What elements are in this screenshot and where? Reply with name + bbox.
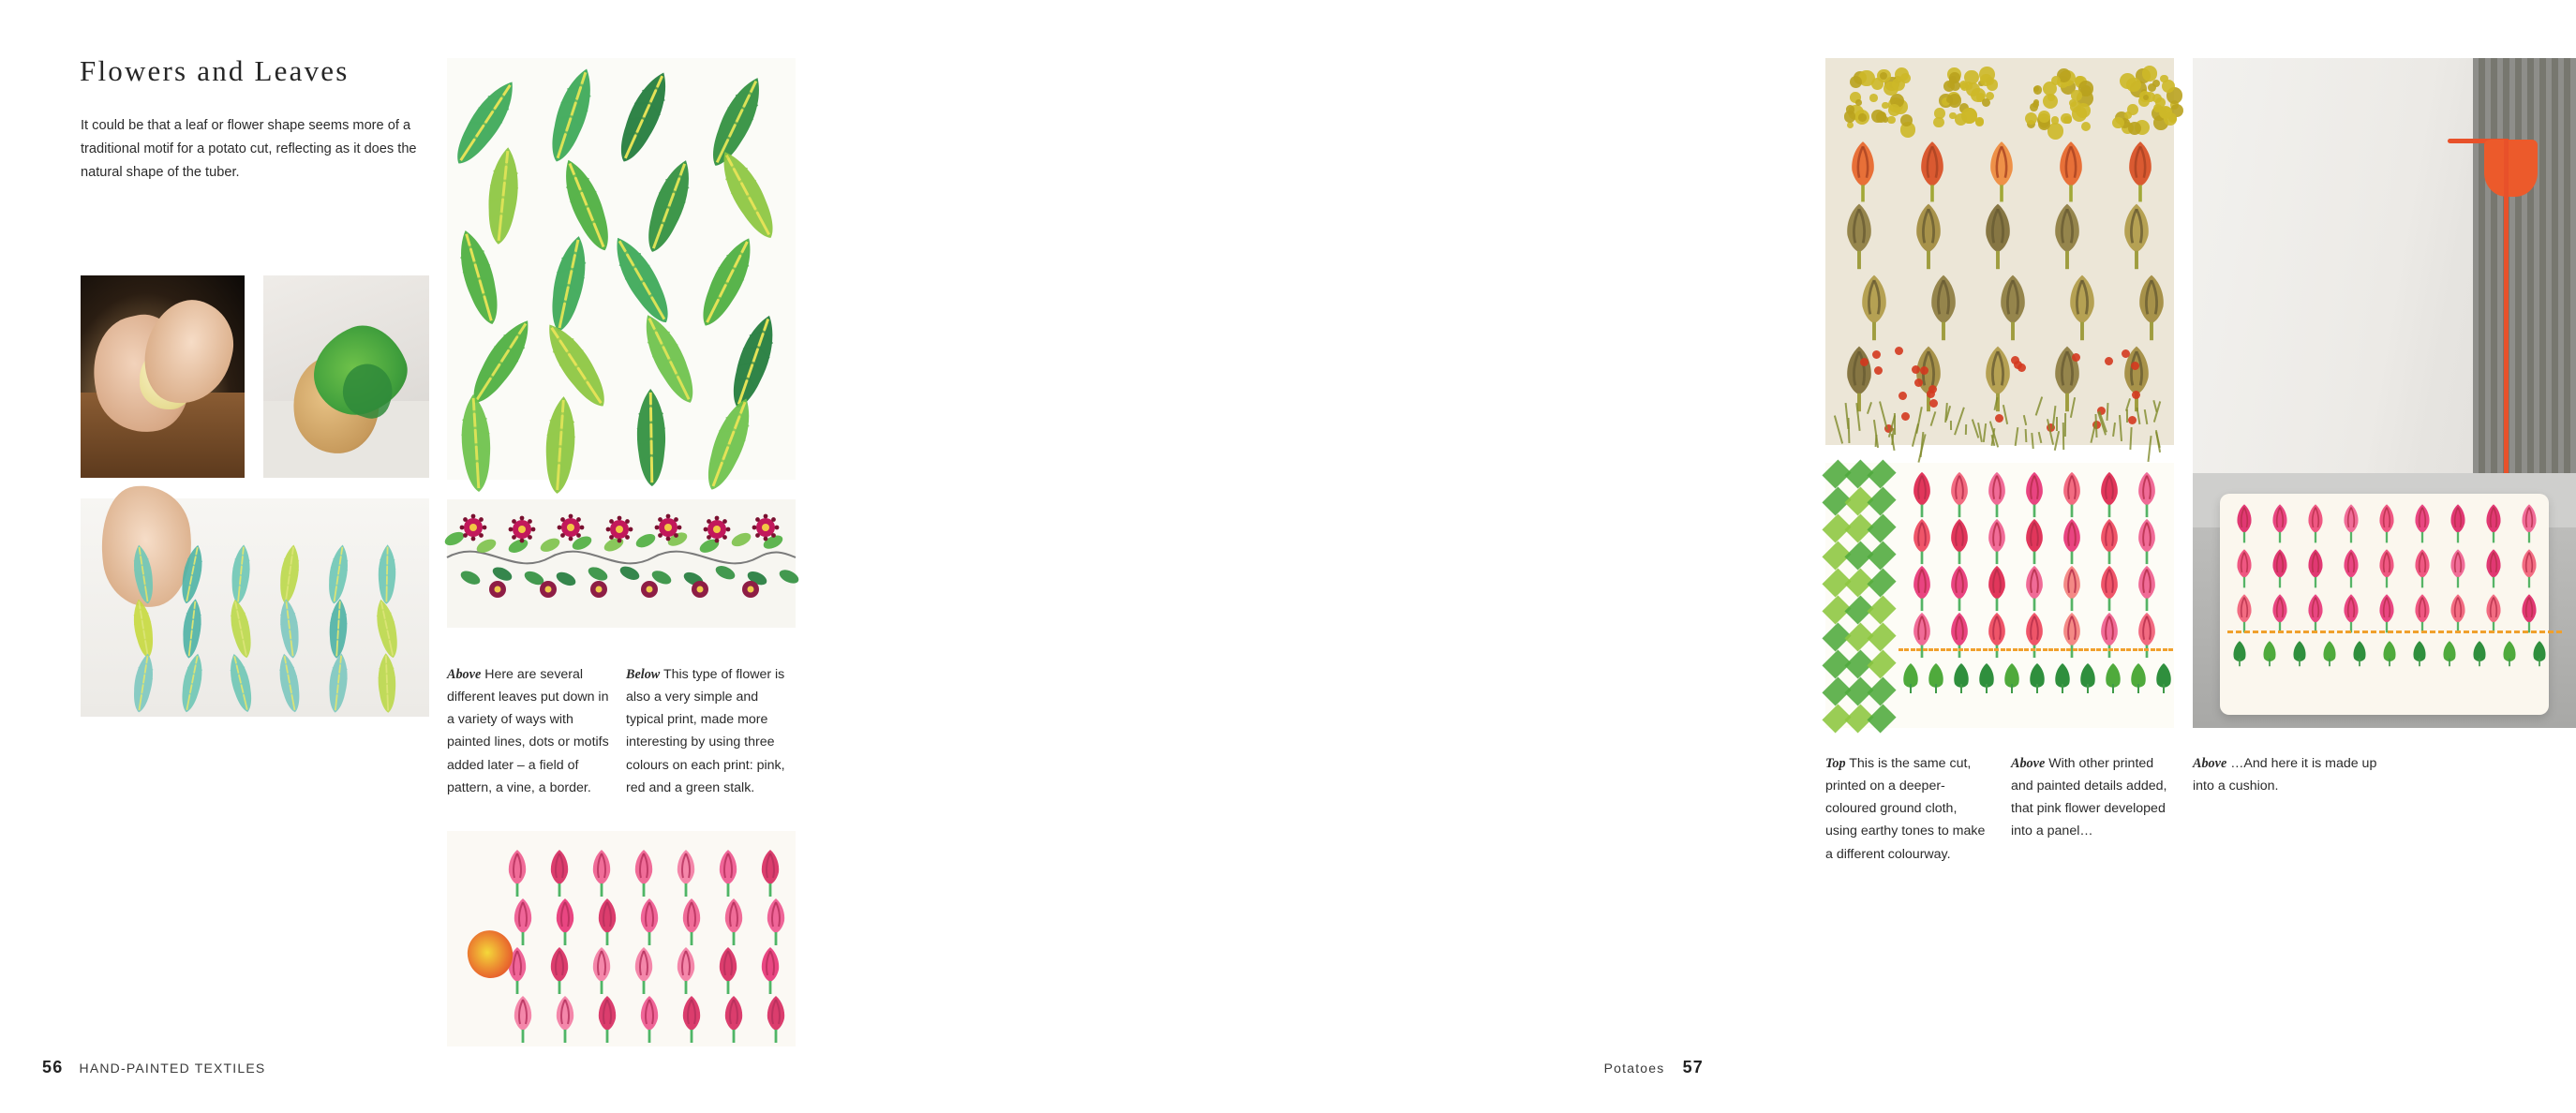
leaf-motif — [178, 652, 206, 719]
leaf-motif — [227, 652, 255, 719]
caption-above-leaves — [447, 663, 612, 799]
caption-lead: Above — [2193, 756, 2227, 771]
caption-text: This type of flower is also a very simple and typical print, made more interesting by using three colours on each print: pink, red and a green stalk. — [626, 667, 785, 795]
folio-left — [42, 1058, 265, 1077]
photo-hand-printing-leaves — [81, 498, 429, 717]
caption-lead: Above — [447, 667, 482, 682]
tulip-motif — [676, 992, 707, 1049]
printed-cushion — [2220, 494, 2550, 715]
caption-above-cushion — [2193, 752, 2380, 797]
folio-right — [1604, 1058, 1704, 1077]
leaf-motif — [373, 652, 401, 719]
photo-hands-carving-potato — [81, 275, 245, 478]
page-number: 57 — [1682, 1058, 1704, 1076]
right-page — [872, 0, 2377, 1113]
photo-leaf-pattern-panel — [447, 58, 796, 480]
caption-lead: Top — [1825, 756, 1846, 771]
photo-cushion-in-room — [2193, 58, 2576, 728]
caption-top-colourway — [1825, 752, 1991, 866]
photo-flower-vine-border — [447, 499, 796, 628]
photo-pink-tulip-grid — [447, 831, 796, 1046]
caption-text: Here are several different leaves put down in a variety of ways with painted lines, dots or motifs added later – a field of pattern, a vine, a border. — [447, 667, 609, 795]
leaf-motif — [454, 393, 498, 498]
left-page — [0, 0, 872, 1113]
leaf-motif — [324, 652, 352, 719]
caption-above-panel — [2011, 752, 2175, 843]
caption-lead: Below — [626, 667, 661, 682]
leaf-motif — [630, 387, 673, 493]
photo-pink-flower-panel — [1825, 463, 2174, 728]
caption-below-flower — [626, 663, 795, 799]
leaf-motif — [539, 394, 582, 500]
tulip-motif — [633, 992, 665, 1049]
page-number: 56 — [42, 1058, 64, 1076]
intro-paragraph: It could be that a leaf or flower shape seems more of a traditional motif for a potato cut, reflecting as it does the natural shape of the tuber. — [81, 118, 417, 181]
photo-potato-green-paint — [263, 275, 429, 478]
running-head: Potatoes — [1603, 1061, 1665, 1076]
tulip-motif — [507, 992, 539, 1049]
caption-text: This is the same cut, printed on a deeper-coloured ground cloth, using earthy tones to make a different colourway. — [1825, 756, 1986, 862]
leaf-motif — [275, 652, 304, 719]
caption-text: …And here it is made up into a cushion. — [2193, 756, 2377, 794]
tulip-motif — [760, 992, 792, 1049]
caption-lead: Above — [2011, 756, 2046, 771]
tulip-motif — [591, 992, 623, 1049]
tulip-motif — [718, 992, 750, 1049]
leaf-motif — [129, 652, 157, 719]
caption-text: With other printed and painted details added, that pink flower developed into a panel… — [2011, 756, 2167, 839]
page-title: Flowers and Leaves — [80, 54, 350, 87]
leaf-motif — [707, 393, 751, 499]
tulip-motif — [549, 992, 581, 1049]
running-head: HAND-PAINTED TEXTILES — [79, 1061, 266, 1076]
photo-earthy-colourway — [1825, 58, 2174, 445]
